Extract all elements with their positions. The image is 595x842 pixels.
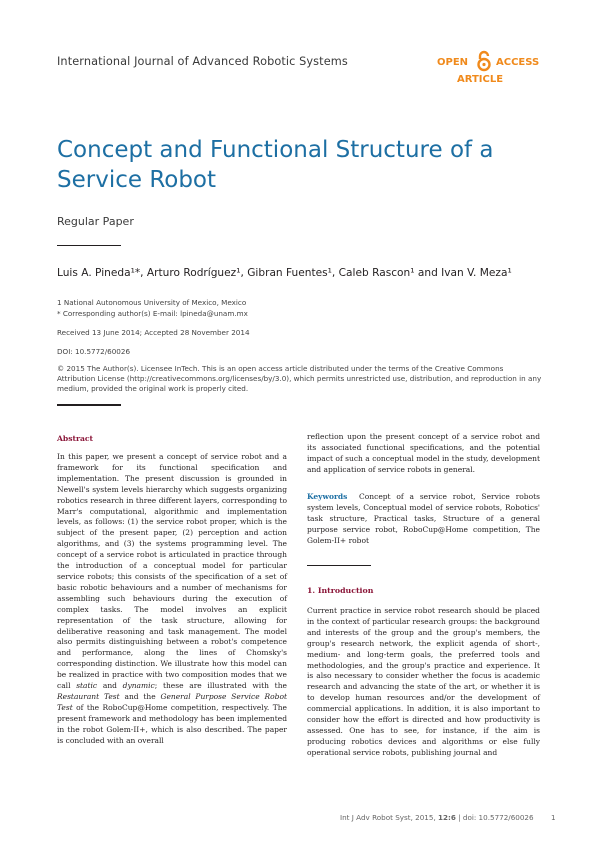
open-access-badge <box>437 50 557 90</box>
abstract-and-the: and the <box>124 691 156 701</box>
citation-post: | doi: 10.5772/60026 <box>455 813 534 822</box>
badge-access-label: ACCESS <box>496 57 540 68</box>
author-list: Luis A. Pineda¹*, Arturo Rodríguez¹, Gibran Fuentes¹, Caleb Rascon¹ and Ivan V. Meza¹ <box>57 267 512 279</box>
doi: DOI: 10.5772/60026 <box>57 347 131 356</box>
received-dates: Received 13 June 2014; Accepted 28 November 2014 <box>57 328 250 337</box>
abstract-continued: reflection upon the present concept of a service robot and its associated functional specifications, and the potential impact of such a conceptual model in the study, development and application of service robots in general. <box>307 432 540 474</box>
footer-citation <box>340 813 534 822</box>
citation-volume: 12:6 <box>438 813 456 822</box>
affiliation: 1 National Autonomous University of Mexico, Mexico <box>57 298 247 307</box>
badge-article-label: ARTICLE <box>457 74 504 85</box>
license-statement: © 2015 The Author(s). Licensee InTech. This is an open access article distributed under the terms of the Creative Commons Attribution License (http://creativecommons.org/licenses/by/3.0), which permits unrestricted use, distribution, and reproduction in any medium, provided the original work is properly cited. <box>57 364 542 393</box>
paper-type: Regular Paper <box>57 215 134 228</box>
term-restaurant-test: Restaurant Test <box>57 691 120 701</box>
page-number: 1 <box>551 813 556 822</box>
divider <box>307 565 371 566</box>
term-static: static <box>76 681 98 691</box>
keywords-label: Keywords <box>307 492 348 501</box>
divider <box>57 404 121 406</box>
divider <box>57 245 121 246</box>
introduction-text: Current practice in service robot research should be placed in the context of particular research groups: the background and interests of the group and the group's members, the group's research network, the explicit agenda of short-, medium- and long-term goals, the preferred tools and methodologies, and the group's practice and experience. It is also necessary to consider whether the focus is academic research and advancing the state of the art, or whether it is to develop human resources and/or the development of commercial applications. In addition, it is also important to consider how the effort is directed and how productivity is assessed. One has to see, for instance, if the aim is producing robotics devices and algorithms or else fully operational service robots, publishing journal and <box>307 606 540 757</box>
keywords-text: Concept of a service robot, Service robots system levels, Conceptual model of service robots, Robotics' task structure, Practical tasks, Structure of a general purpose service robot, RoboCup@Home competition, The Golem-II+ robot <box>307 492 540 545</box>
abstract-and: and <box>102 681 117 691</box>
journal-name: International Journal of Advanced Robotic Systems <box>57 55 348 68</box>
abstract-heading: Abstract <box>57 434 94 443</box>
corresponding-author: * Corresponding author(s) E-mail: lpineda@unam.mx <box>57 309 248 318</box>
abstract-text <box>57 452 287 746</box>
term-dynamic: dynamic <box>122 681 155 691</box>
paper-title: Concept and Functional Structure of a Service Robot <box>57 137 494 193</box>
open-lock-icon <box>475 50 493 76</box>
citation-pre: Int J Adv Robot Syst, 2015, <box>340 813 439 822</box>
introduction-heading: 1. Introduction <box>307 586 374 595</box>
term-gpsr-test: General Purpose Service Robot Test <box>57 691 287 712</box>
abstract-part2: ; these are illustrated with the <box>154 681 287 691</box>
badge-open-label: OPEN <box>437 57 469 68</box>
abstract-part1: In this paper, we present a concept of service robot and a framework for its functional specification and implementation. The present discussion is grounded in Newell's system levels hierarchy which suggests organizing robotics research in three different layers, corresponding to Marr's computational, algorithmic and implementation levels, as follows: (1) the service robot proper, which is the subject of the present paper, (2) perception and action algorithms, and (3) the systems programming level. The concept of a service robot is articulated in practice through the introduction of a conceptual model for particular service robots; this consists of the specification of a set of basic robotic behaviours and a number of mechanisms for assembling such behaviours during the execution of complex tasks. The model involves an explicit representation of the task structure, allowing for deliberative reasoning and task management. The model also permits distinguishing between a robot's competence and performance, along the lines of Chomsky's corresponding distinction. We illustrate how this model can be realized in practice with two composition modes that we call <box>57 452 287 691</box>
keywords <box>307 492 540 547</box>
abstract-part3: of the RoboCup@Home competition, respectively. The present framework and methodology has been implemented in the robot Golem-II+, which is also described. The paper is concluded with an overall <box>57 702 287 745</box>
